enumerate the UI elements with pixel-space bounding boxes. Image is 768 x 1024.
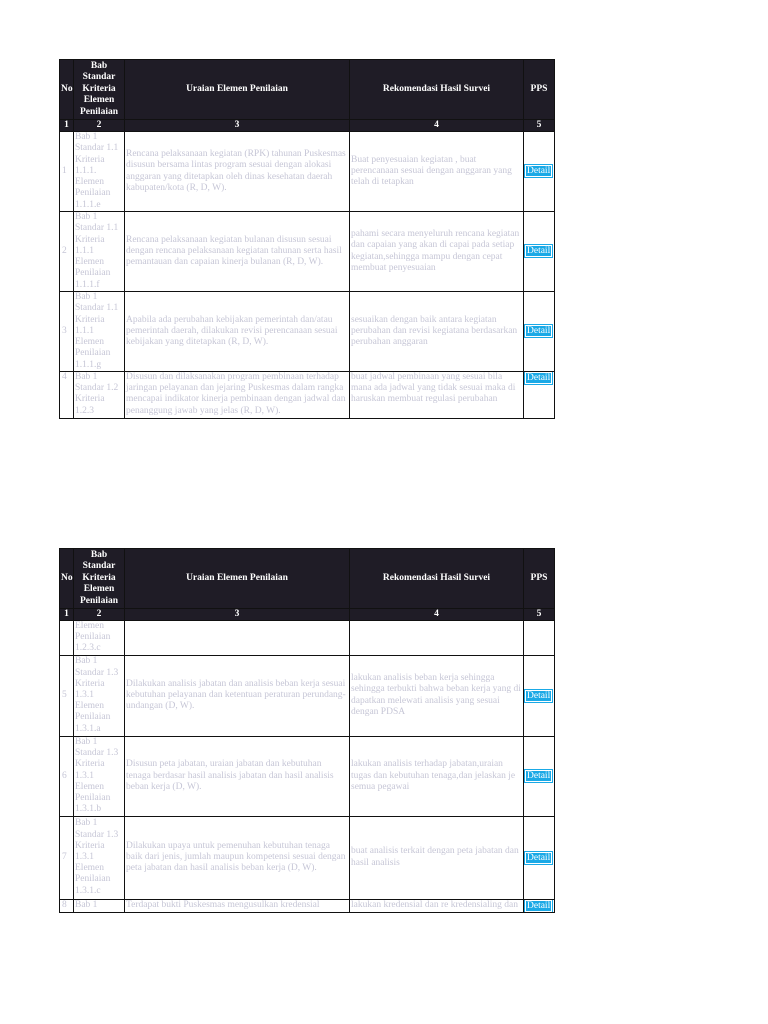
- header-uraian: Uraian Elemen Penilaian: [125, 549, 350, 609]
- table-row: [60, 372, 555, 419]
- column-index: 3: [125, 609, 350, 621]
- row-rekomendasi: lakukan analisis beban kerja sehingga sehingga terbukti bahwa beban kerja yang di dapatkan melewati analisis yang sesuai dengan PDSA: [350, 655, 524, 736]
- table-row: [60, 212, 555, 292]
- row-rekomendasi: pahami secara menyeluruh rencana kegiatan dan capaian yang akan di capai pada setiap kegiatan,sehingga mampu dengan cepat membuat penyesuaian: [350, 212, 524, 292]
- header-bab: Bab Standar Kriteria Elemen Penilaian: [74, 549, 125, 609]
- row-number: 4: [60, 372, 74, 419]
- column-index: 2: [74, 120, 125, 132]
- row-number: 5: [60, 655, 74, 736]
- assessment-table-2: [59, 548, 555, 913]
- row-number: 2: [60, 212, 74, 292]
- detail-button[interactable]: Detail: [527, 771, 551, 781]
- header-bab: Bab Standar Kriteria Elemen Penilaian: [74, 60, 125, 120]
- row-number: 1: [60, 132, 74, 212]
- row-pps: [524, 132, 555, 212]
- table-row: [60, 899, 555, 912]
- detail-button[interactable]: Detail: [527, 852, 551, 863]
- row-number: [60, 621, 74, 656]
- table-row: [60, 132, 555, 212]
- row-uraian: Disusun dan dilaksanakan program pembinaan terhadap jaringan pelayanan dan jejaring Puskesmas dalam rangka mencapai indikator kinerja pembinaan dengan jadwal dan penanggung jawab yang jelas (R, D, W).: [125, 372, 350, 419]
- column-index-row: [60, 609, 555, 621]
- row-bab: Bab 1 Standar 1.1 Kriteria 1.1.1. Elemen Penilaian 1.1.1.e: [74, 132, 125, 212]
- row-number: 7: [60, 816, 74, 899]
- assessment-table-1: [59, 59, 555, 419]
- row-bab: Bab 1 Standar 1.2 Kriteria 1.2.3: [74, 372, 125, 419]
- row-uraian: [125, 621, 350, 656]
- row-rekomendasi: lakukan kredensial dan re kredensialing dan: [350, 899, 524, 912]
- header-uraian: Uraian Elemen Penilaian: [125, 60, 350, 120]
- row-uraian: Terdapat bukti Puskesmas mengusulkan kredensial: [125, 899, 350, 912]
- row-number: 3: [60, 292, 74, 372]
- table-row: [60, 621, 555, 656]
- row-uraian: Rencana pelaksanaan kegiatan (RPK) tahunan Puskesmas disusun bersama lintas program sesuai dengan alokasi anggaran yang ditetapkan oleh dinas kesehatan daerah kabupaten/kota (R, D, W).: [125, 132, 350, 212]
- row-rekomendasi: buat analisis terkait dengan peta jabatan dan hasil analisis: [350, 816, 524, 899]
- row-uraian: Disusun peta jabatan, uraian jabatan dan kebutuhan tenaga berdasar hasil analisis jabatan dan hasil analisis beban kerja (D, W).: [125, 736, 350, 816]
- header-no: No: [60, 60, 74, 120]
- row-uraian: Apabila ada perubahan kebijakan pemerintah dan/atau pemerintah daerah, dilakukan revisi perencanaan sesuai kebijakan yang ditetapkan (R, D, W).: [125, 292, 350, 372]
- row-bab: Bab 1 Standar 1.3 Kriteria 1.3.1 Elemen Penilaian 1.3.1.a: [74, 655, 125, 736]
- table-header-row: [60, 60, 555, 120]
- column-index: 1: [60, 120, 74, 132]
- row-rekomendasi: lakukan analisis terhadap jabatan,uraian tugas dan kebutuhan tenaga,dan jelaskan je semua pegawai: [350, 736, 524, 816]
- row-pps: [524, 372, 555, 419]
- row-bab: Bab 1 Standar 1.3 Kriteria 1.3.1 Elemen Penilaian 1.3.1.b: [74, 736, 125, 816]
- row-rekomendasi: sesuaikan dengan baik antara kegiatan perubahan dan revisi kegiatana berdasarkan perubahan anggaran: [350, 292, 524, 372]
- document-page-2: [59, 548, 554, 912]
- column-index: 3: [125, 120, 350, 132]
- row-bab: Bab 1 Standar 1.1 Kriteria 1.1.1 Elemen Penilaian 1.1.1.f: [74, 212, 125, 292]
- column-index: 5: [524, 609, 555, 621]
- row-pps: [524, 816, 555, 899]
- row-pps: [524, 736, 555, 816]
- row-pps: [524, 621, 555, 656]
- table-row: [60, 816, 555, 899]
- column-index: 1: [60, 609, 74, 621]
- table-row: [60, 292, 555, 372]
- table-row: [60, 655, 555, 736]
- header-pps: PPS: [524, 60, 555, 120]
- column-index: 2: [74, 609, 125, 621]
- header-rekomendasi: Rekomendasi Hasil Survei: [350, 60, 524, 120]
- column-index: 4: [350, 120, 524, 132]
- header-no: No: [60, 549, 74, 609]
- row-bab: Bab 1 Standar 1.1 Kriteria 1.1.1 Elemen Penilaian 1.1.1.g: [74, 292, 125, 372]
- row-uraian: Dilakukan analisis jabatan dan analisis beban kerja sesuai kebutuhan pelayanan dan ketentuan peraturan perundang-undangan (D, W).: [125, 655, 350, 736]
- row-pps: [524, 899, 555, 912]
- table-row: [60, 736, 555, 816]
- row-rekomendasi: [350, 621, 524, 656]
- row-number: 6: [60, 736, 74, 816]
- row-uraian: Rencana pelaksanaan kegiatan bulanan disusun sesuai dengan rencana pelaksanaan kegiatan tahunan serta hasil pemantauan dan capaian kinerja bulanan (R, D, W).: [125, 212, 350, 292]
- row-uraian: Dilakukan upaya untuk pemenuhan kebutuhan tenaga baik dari jenis, jumlah maupun kompetensi sesuai dengan peta jabatan dan hasil analisis beban kerja (D, W).: [125, 816, 350, 899]
- row-pps: [524, 655, 555, 736]
- row-number: 8: [60, 899, 74, 912]
- detail-button[interactable]: Detail: [527, 900, 551, 911]
- table-header-row: [60, 549, 555, 609]
- detail-button[interactable]: Detail: [527, 246, 551, 257]
- row-rekomendasi: Buat penyesuaian kegiatan , buat perencanaan sesuai dengan anggaran yang telah di tetapkan: [350, 132, 524, 212]
- document-page-1: [59, 59, 554, 420]
- row-bab: Bab 1 Standar 1.3 Kriteria 1.3.1 Elemen Penilaian 1.3.1.c: [74, 816, 125, 899]
- detail-button[interactable]: Detail: [527, 166, 551, 177]
- row-pps: [524, 292, 555, 372]
- header-rekomendasi: Rekomendasi Hasil Survei: [350, 549, 524, 609]
- column-index: 4: [350, 609, 524, 621]
- row-bab: Elemen Penilaian 1.2.3.c: [74, 621, 125, 656]
- detail-button[interactable]: Detail: [527, 326, 551, 337]
- column-index: 5: [524, 120, 555, 132]
- row-bab: Bab 1: [74, 899, 125, 912]
- column-index-row: [60, 120, 555, 132]
- detail-button[interactable]: Detail: [527, 690, 551, 701]
- row-rekomendasi: buat jadwal pembinaan yang sesuai bila mana ada jadwal yang tidak sesuai maka di haruskan membuat regulasi perubahan: [350, 372, 524, 419]
- header-pps: PPS: [524, 549, 555, 609]
- detail-button[interactable]: Detail: [527, 373, 551, 383]
- row-pps: [524, 212, 555, 292]
